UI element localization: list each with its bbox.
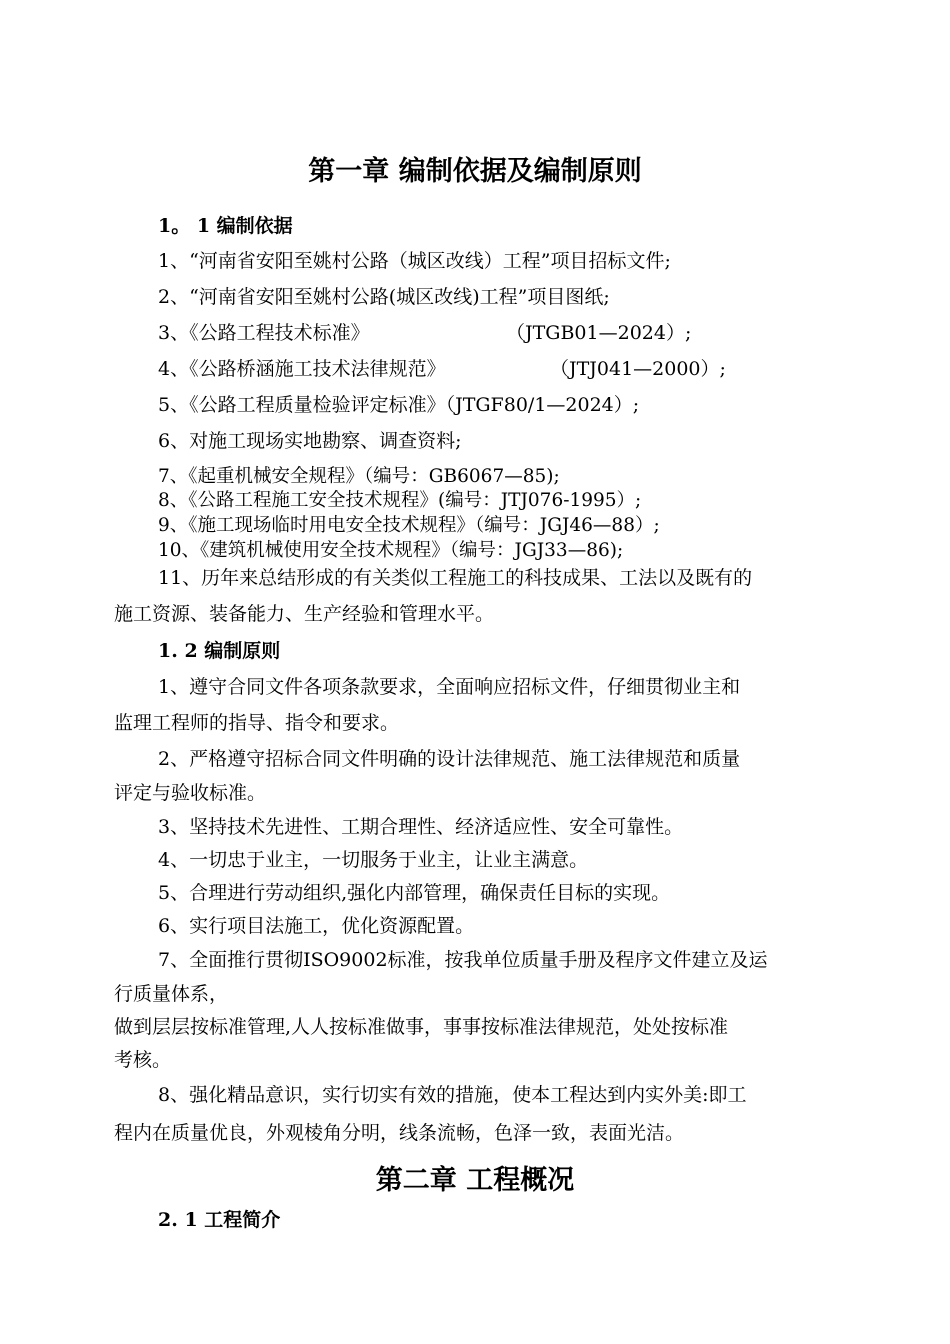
principle-6: 6、实行项目法施工，优化资源配置。 xyxy=(158,915,475,937)
basis-item-3-title: 3、《公路工程技术标准》 xyxy=(158,322,370,344)
basis-item-9: 9、《施工现场临时用电安全技术规程》（编号：JGJ46—88）; xyxy=(158,515,660,536)
principle-7-cont-3: 考核。 xyxy=(114,1049,172,1071)
basis-item-2: 2、“河南省安阳至姚村公路(城区改线)工程”项目图纸; xyxy=(158,286,610,308)
basis-item-11-cont: 施工资源、装备能力、生产经验和管理水平。 xyxy=(114,603,495,625)
basis-item-1: 1、“河南省安阳至姚村公路（城区改线）工程”项目招标文件; xyxy=(158,250,671,272)
chapter-2-title: 第二章 工程概况 xyxy=(375,1165,575,1196)
principle-8-cont: 程内在质量优良，外观棱角分明，线条流畅，色泽一致，表面光洁。 xyxy=(114,1122,685,1144)
principle-3: 3、坚持技术先进性、工期合理性、经济适应性、安全可靠性。 xyxy=(158,816,684,838)
basis-item-11: 11、历年来总结形成的有关类似工程施工的科技成果、工法以及既有的 xyxy=(158,567,753,589)
basis-item-10: 10、《建筑机械使用安全技术规程》（编号：JGJ33—86); xyxy=(158,540,624,561)
principle-2-cont: 评定与验收标准。 xyxy=(114,782,267,804)
section-1-1-heading: 1。 1 编制依据 xyxy=(158,215,293,237)
principle-1-cont: 监理工程师的指导、指令和要求。 xyxy=(114,712,400,734)
basis-item-3-code: （JTGB01—2024）; xyxy=(506,322,692,344)
basis-item-7: 7、《起重机械安全规程》（编号：GB6067—85); xyxy=(158,466,560,487)
principle-7-cont-2: 做到层层按标准管理,人人按标准做事，事事按标准法律规范，处处按标准 xyxy=(114,1016,729,1038)
basis-item-3 xyxy=(158,320,370,346)
principle-4: 4、一切忠于业主，一切服务于业主，让业主满意。 xyxy=(158,849,589,871)
principle-7: 7、全面推行贯彻ISO9002标准，按我单位质量手册及程序文件建立及运 xyxy=(158,949,768,971)
principle-8: 8、强化精品意识，实行切实有效的措施，使本工程达到内实外美:即工 xyxy=(158,1084,747,1106)
basis-item-8: 8、《公路工程施工安全技术规程》(编号：JTJ076-1995）; xyxy=(158,490,642,511)
basis-item-4-title: 4、《公路桥涵施工技术法律规范》 xyxy=(158,358,446,380)
section-2-1-heading: 2. 1 工程简介 xyxy=(158,1209,281,1231)
principle-1: 1、遵守合同文件各项条款要求，全面响应招标文件，仔细贯彻业主和 xyxy=(158,676,741,698)
basis-item-6: 6、对施工现场实地勘察、调查资料; xyxy=(158,430,462,452)
basis-item-4 xyxy=(158,356,446,382)
basis-item-5: 5、《公路工程质量检验评定标准》（JTGF80/1—2024）; xyxy=(158,394,640,416)
principle-2: 2、严格遵守招标合同文件明确的设计法律规范、施工法律规范和质量 xyxy=(158,748,741,770)
principle-5: 5、合理进行劳动组织,强化内部管理，确保责任目标的实现。 xyxy=(158,882,671,904)
basis-item-4-code: （JTJ041—2000）; xyxy=(550,358,726,380)
section-1-2-heading: 1. 2 编制原则 xyxy=(158,640,281,662)
chapter-1-title: 第一章 编制依据及编制原则 xyxy=(308,156,642,187)
principle-7-cont: 行质量体系， xyxy=(114,983,229,1005)
